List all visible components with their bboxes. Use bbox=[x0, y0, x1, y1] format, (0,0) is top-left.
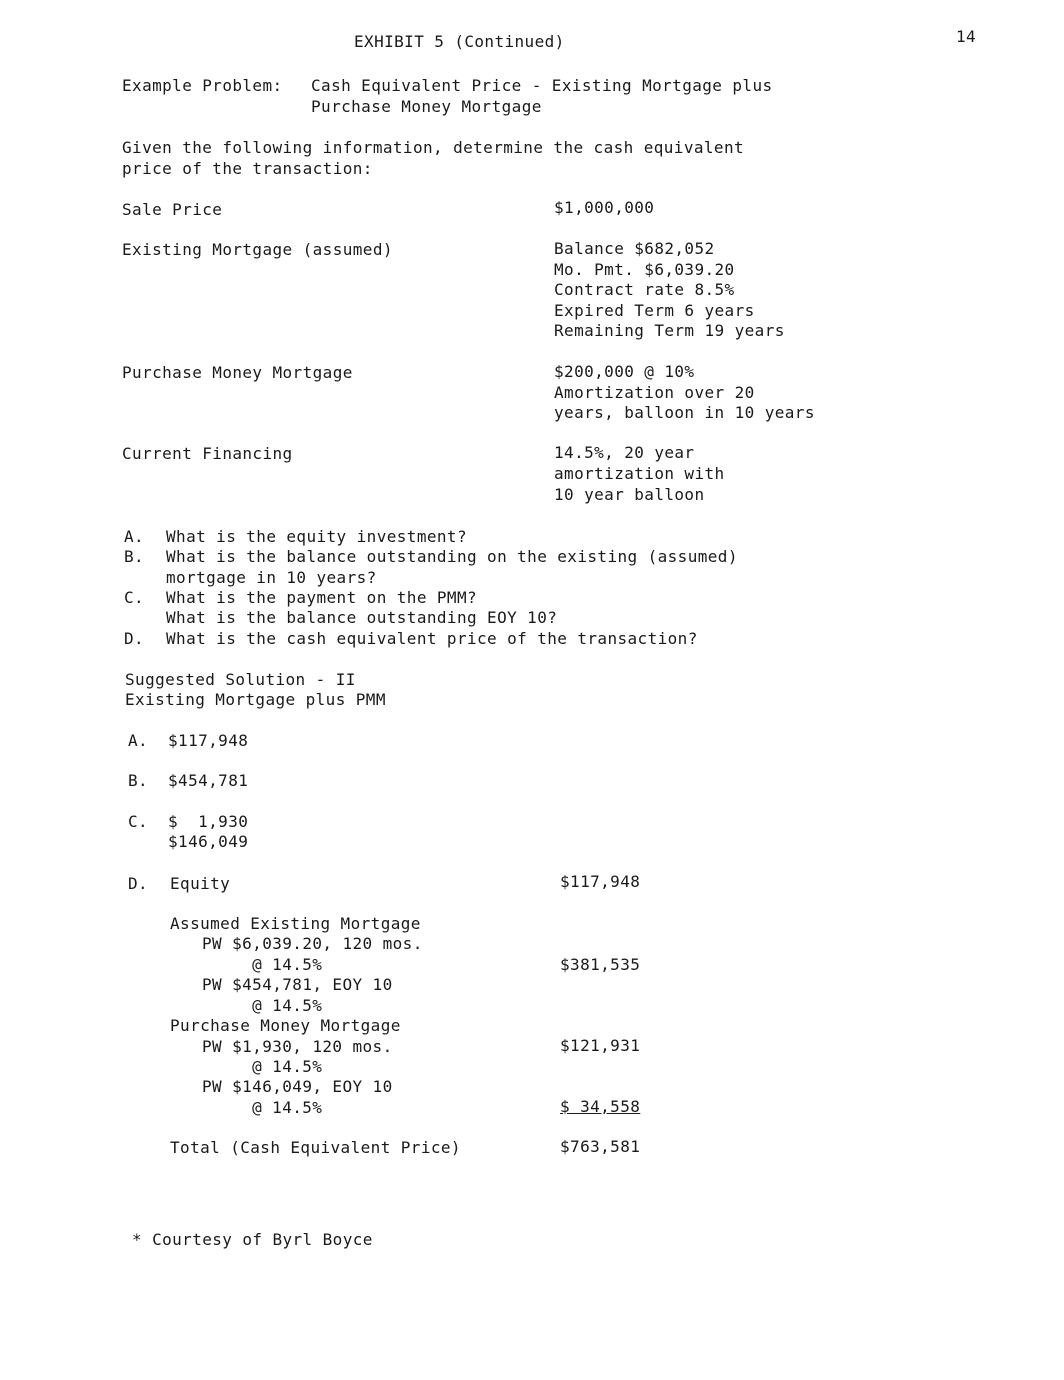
given-label-current-financing: Current Financing bbox=[122, 444, 293, 463]
answer-letter-a: A. bbox=[128, 731, 149, 750]
total-label: Total (Cash Equivalent Price) bbox=[170, 1138, 461, 1157]
given-value-sale-price: $1,000,000 bbox=[554, 198, 655, 217]
given-value-current-financing-3: 10 year balloon bbox=[554, 485, 705, 504]
solution-title-line-1: Suggested Solution - II bbox=[125, 670, 356, 689]
total-value: $763,581 bbox=[560, 1137, 641, 1156]
intro-line-1: Given the following information, determine the cash equivalent bbox=[122, 138, 745, 157]
problem-title-line-2: Purchase Money Mortgage bbox=[311, 97, 542, 116]
given-label-sale-price: Sale Price bbox=[122, 200, 223, 219]
pmm-pw1-value: $121,931 bbox=[560, 1036, 641, 1055]
question-a-line-1: What is the equity investment? bbox=[166, 527, 467, 546]
given-value-pmm-3: years, balloon in 10 years bbox=[554, 403, 815, 422]
answer-letter-c: C. bbox=[128, 812, 149, 831]
example-problem-label: Example Problem: bbox=[122, 76, 283, 95]
pmm-pw2-line-1: PW $146,049, EOY 10 bbox=[202, 1077, 393, 1096]
answer-letter-d: D. bbox=[128, 874, 149, 893]
assumed-pw1-line-2: @ 14.5% bbox=[222, 955, 323, 974]
given-value-current-financing-2: amortization with bbox=[554, 464, 725, 483]
equity-value: $117,948 bbox=[560, 872, 641, 891]
given-value-existing-mortgage-2: Mo. Pmt. $6,039.20 bbox=[554, 260, 735, 279]
assumed-pw1-value: $381,535 bbox=[560, 955, 641, 974]
question-letter-b: B. bbox=[124, 547, 145, 566]
answer-letter-b: B. bbox=[128, 771, 149, 790]
assumed-mortgage-heading: Assumed Existing Mortgage bbox=[170, 914, 421, 933]
answer-c-value-2: $146,049 bbox=[168, 832, 249, 851]
assumed-pw2-line-1: PW $454,781, EOY 10 bbox=[202, 975, 393, 994]
question-b-line-2: mortgage in 10 years? bbox=[166, 568, 377, 587]
equity-label: Equity bbox=[170, 874, 231, 893]
given-value-existing-mortgage-1: Balance $682,052 bbox=[554, 239, 715, 258]
given-value-pmm-2: Amortization over 20 bbox=[554, 383, 755, 402]
given-value-existing-mortgage-5: Remaining Term 19 years bbox=[554, 321, 785, 340]
given-value-current-financing-1: 14.5%, 20 year bbox=[554, 443, 695, 462]
question-c-line-2: What is the balance outstanding EOY 10? bbox=[166, 608, 558, 627]
question-b-line-1: What is the balance outstanding on the existing (assumed) bbox=[166, 547, 738, 566]
footnote: * Courtesy of Byrl Boyce bbox=[132, 1230, 373, 1249]
answer-a-value: $117,948 bbox=[168, 731, 249, 750]
given-value-pmm-1: $200,000 @ 10% bbox=[554, 362, 695, 381]
given-value-existing-mortgage-4: Expired Term 6 years bbox=[554, 301, 755, 320]
given-label-existing-mortgage: Existing Mortgage (assumed) bbox=[122, 240, 393, 259]
intro-line-2: price of the transaction: bbox=[122, 159, 373, 178]
question-letter-a: A. bbox=[124, 527, 145, 546]
assumed-pw2-line-2: @ 14.5% bbox=[222, 996, 323, 1015]
pmm-heading: Purchase Money Mortgage bbox=[170, 1016, 401, 1035]
question-c-line-1: What is the payment on the PMM? bbox=[166, 588, 478, 607]
solution-title-line-2: Existing Mortgage plus PMM bbox=[125, 690, 386, 709]
given-value-existing-mortgage-3: Contract rate 8.5% bbox=[554, 280, 735, 299]
answer-c-value-1: $ 1,930 bbox=[168, 812, 249, 831]
pmm-pw1-line-2: @ 14.5% bbox=[222, 1057, 323, 1076]
assumed-pw1-line-1: PW $6,039.20, 120 mos. bbox=[202, 934, 423, 953]
page-number: 14 bbox=[956, 27, 977, 46]
given-label-pmm: Purchase Money Mortgage bbox=[122, 363, 353, 382]
question-letter-c: C. bbox=[124, 588, 145, 607]
pmm-pw1-line-1: PW $1,930, 120 mos. bbox=[202, 1037, 393, 1056]
pmm-pw2-value: $ 34,558 bbox=[560, 1097, 641, 1116]
pmm-pw2-line-2: @ 14.5% bbox=[222, 1098, 323, 1117]
question-letter-d: D. bbox=[124, 629, 145, 648]
answer-b-value: $454,781 bbox=[168, 771, 249, 790]
exhibit-title: EXHIBIT 5 (Continued) bbox=[354, 32, 565, 51]
question-d-line-1: What is the cash equivalent price of the transaction? bbox=[166, 629, 698, 648]
problem-title-line-1: Cash Equivalent Price - Existing Mortgage plus bbox=[311, 76, 773, 95]
